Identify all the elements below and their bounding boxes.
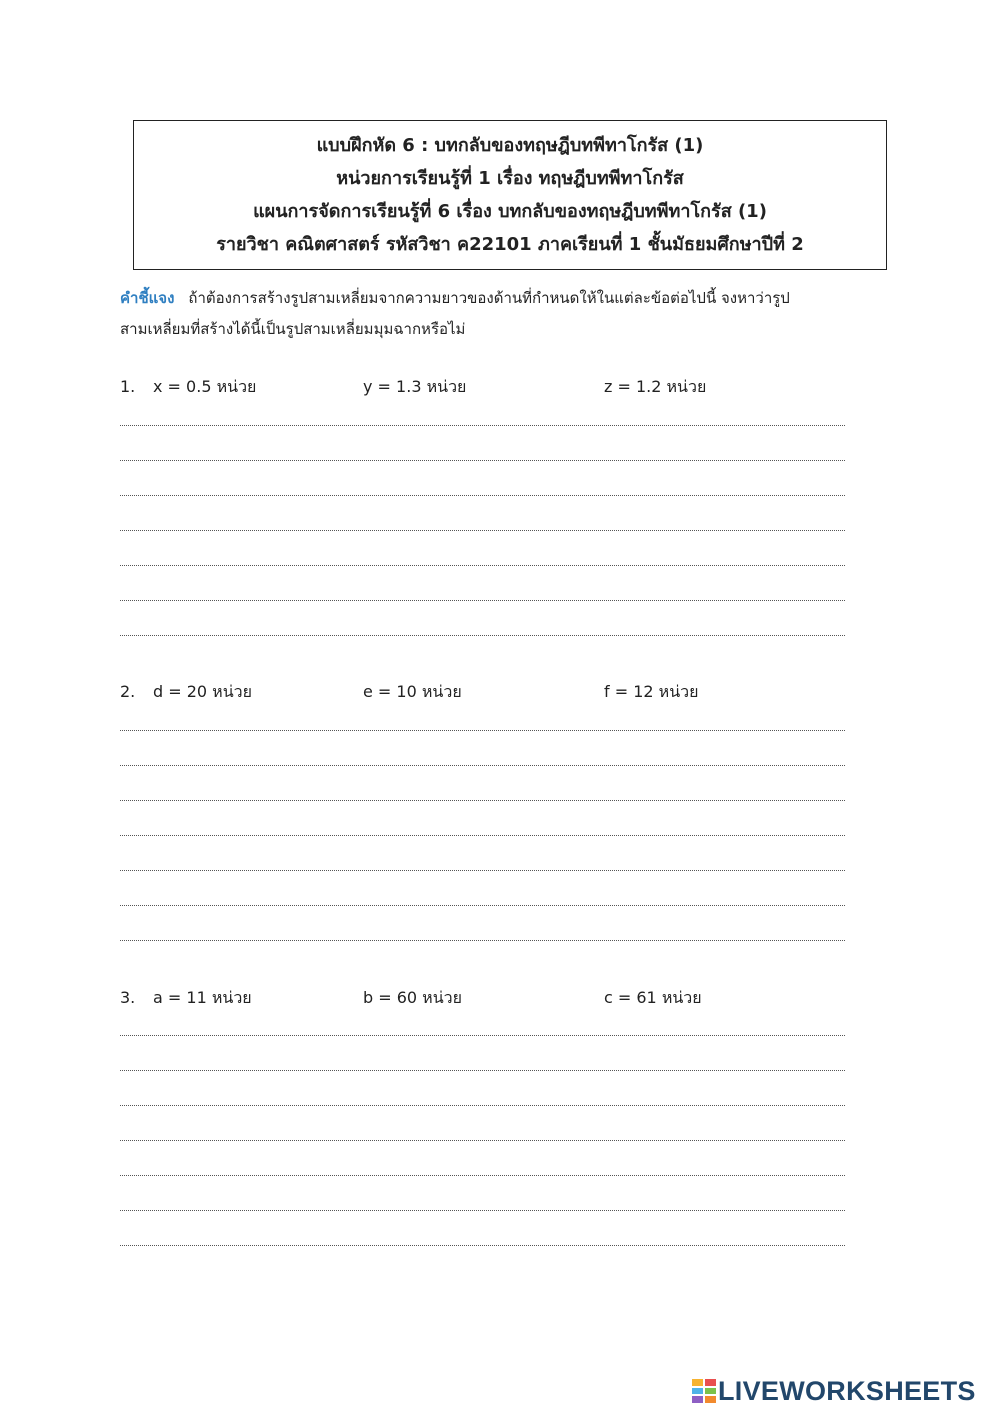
- side-value: c = 61 หน่วย: [604, 988, 702, 1007]
- side-value: d = 20 หน่วย: [153, 682, 253, 701]
- answer-line[interactable]: [120, 765, 845, 766]
- answer-line[interactable]: [120, 905, 845, 906]
- question-row: [0, 372, 1000, 402]
- side-value: f = 12 หน่วย: [604, 682, 699, 701]
- answer-line[interactable]: [120, 1105, 845, 1106]
- question-number: 1.: [120, 377, 136, 396]
- question-1: [0, 372, 1000, 652]
- question-3: [0, 983, 1000, 1263]
- question-number: 2.: [120, 682, 136, 701]
- answer-line[interactable]: [120, 600, 845, 601]
- answer-line[interactable]: [120, 730, 845, 731]
- instructions-text: ถ้าต้องการสร้างรูปสามเหลี่ยมจากความยาวของด้านที่กำหนดให้ในแต่ละข้อต่อไปนี้ จงหาว่ารูปสามเหลี่ยมที่สร้างได้นี้เป็นรูปสามเหลี่ยมมุมฉากหรือไม่: [120, 289, 790, 338]
- liveworksheets-brand: [692, 1374, 976, 1408]
- answer-line[interactable]: [120, 835, 845, 836]
- answer-line[interactable]: [120, 1070, 845, 1071]
- side-value: b = 60 หน่วย: [363, 988, 463, 1007]
- side-value: x = 0.5 หน่วย: [153, 377, 257, 396]
- answer-line[interactable]: [120, 800, 845, 801]
- side-value: z = 1.2 หน่วย: [604, 377, 707, 396]
- answer-line[interactable]: [120, 530, 845, 531]
- unit-line: หน่วยการเรียนรู้ที่ 1 เรื่อง ทฤษฎีบทพีทาโกรัส: [336, 168, 684, 189]
- answer-line[interactable]: [120, 565, 845, 566]
- side-value: a = 11 หน่วย: [153, 988, 252, 1007]
- side-value: e = 10 หน่วย: [363, 682, 462, 701]
- course-info-line: รายวิชา คณิตศาสตร์ รหัสวิชา ค22101 ภาคเรียนที่ 1 ชั้นมัธยมศึกษาปีที่ 2: [216, 234, 804, 255]
- question-number: 3.: [120, 988, 136, 1007]
- instructions: [120, 283, 860, 345]
- liveworksheets-logo-icon: [692, 1379, 716, 1403]
- answer-line[interactable]: [120, 1210, 845, 1211]
- answer-line[interactable]: [120, 870, 845, 871]
- answer-line[interactable]: [120, 1140, 845, 1141]
- worksheet-title: แบบฝึกหัด 6 : บทกลับของทฤษฎีบทพีทาโกรัส (1): [316, 135, 704, 156]
- question-row: [0, 677, 1000, 707]
- answer-line[interactable]: [120, 460, 845, 461]
- answer-line[interactable]: [120, 635, 845, 636]
- lesson-plan-line: แผนการจัดการเรียนรู้ที่ 6 เรื่อง บทกลับของทฤษฎีบทพีทาโกรัส (1): [253, 201, 767, 222]
- question-2: [0, 677, 1000, 957]
- side-value: y = 1.3 หน่วย: [363, 377, 467, 396]
- answer-line[interactable]: [120, 1175, 845, 1176]
- worksheet-header: [133, 120, 887, 270]
- answer-line[interactable]: [120, 940, 845, 941]
- answer-line[interactable]: [120, 425, 845, 426]
- answer-line[interactable]: [120, 495, 845, 496]
- answer-line[interactable]: [120, 1245, 845, 1246]
- instructions-label: คำชี้แจง: [120, 289, 175, 307]
- answer-line[interactable]: [120, 1035, 845, 1036]
- brand-name: LIVEWORKSHEETS: [718, 1375, 976, 1406]
- question-row: [0, 983, 1000, 1013]
